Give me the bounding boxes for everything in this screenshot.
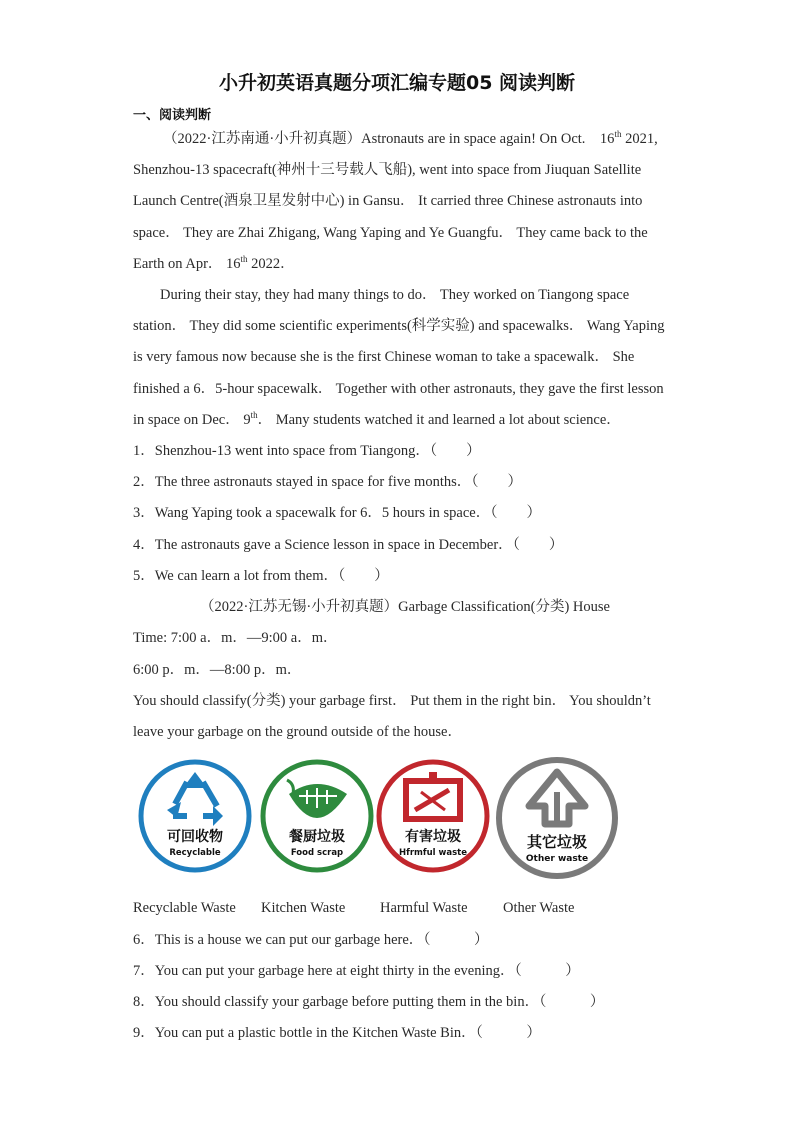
svg-text:Hfrmful waste: Hfrmful waste	[399, 848, 467, 858]
question-item: 4．The astronauts gave a Science lesson in space in December．（ ）	[133, 537, 564, 553]
question-item: 5．We can learn a lot from them．（ ）	[133, 568, 389, 584]
question-item: 7．You can put your garbage here at eight thirty in the evening．（ ）	[133, 963, 580, 979]
passage1-line: Shenzhou-13 spacecraft(神州十三号载人飞船), went into space from Jiuquan Satellite	[133, 162, 642, 178]
svg-text:Recyclable: Recyclable	[169, 848, 221, 858]
caption-recyclable: Recyclable Waste	[133, 900, 236, 916]
caption-kitchen: Kitchen Waste	[261, 900, 346, 916]
question-item: 9．You can put a plastic bottle in the Kitchen Waste Bin．（ ）	[133, 1025, 541, 1041]
passage1-line: Launch Centre(酒泉卫星发射中心) in Gansu． It carried three Chinese astronauts into	[133, 193, 643, 209]
passage1-line: （2022·江苏南通·小升初真题）Astronauts are in space again! On Oct. 16th 2021,	[163, 129, 658, 147]
garbage-bin-icons	[133, 754, 623, 882]
question-item: 1．Shenzhou-13 went into space from Tiangong．（ ）	[133, 443, 481, 459]
passage1-line: space． They are Zhai Zhigang, Wang Yaping and Ye Guangfu． They came back to the	[133, 225, 648, 241]
passage1-line: is very famous now because she is the first Chinese woman to take a spacewalk． She	[133, 349, 635, 365]
svg-text:Other waste: Other waste	[525, 854, 589, 864]
svg-text:可回收物: 可回收物	[167, 829, 223, 845]
time-line: 6:00 p．m．—8:00 p．m．	[133, 662, 302, 678]
svg-text:餐厨垃圾: 餐厨垃圾	[289, 829, 345, 845]
passage1-line: in space on Dec． 9th． Many students watched it and learned a lot about science．	[133, 410, 621, 428]
battery-hazard-icon	[375, 754, 491, 878]
svg-text:其它垃圾: 其它垃圾	[526, 833, 588, 851]
question-item: 6．This is a house we can put our garbage here．（ ）	[133, 932, 489, 948]
page-title: 小升初英语真题分项汇编专题05 阅读判断	[218, 72, 576, 94]
passage2-line: You should classify(分类) your garbage first． Put them in the right bin． You shouldn’t	[133, 693, 651, 709]
passage1-line: finished a 6．5-hour spacewalk． Together with other astronauts, they gave the first lesson	[133, 381, 664, 397]
passage1-line: Earth on Apr． 16th 2022．	[133, 254, 295, 272]
question-item: 3．Wang Yaping took a spacewalk for 6．5 hours in space．（ ）	[133, 505, 541, 521]
time-line: Time: 7:00 a．m．—9:00 a．m．	[133, 630, 338, 646]
caption-other: Other Waste	[503, 900, 575, 916]
arrow-tree-icon	[495, 754, 619, 882]
question-item: 8．You should classify your garbage before putting them in the bin．（ ）	[133, 994, 605, 1010]
svg-text:Food scrap: Food scrap	[290, 848, 344, 858]
section-heading: 一、阅读判断	[133, 108, 212, 123]
recycle-icon	[137, 754, 253, 878]
caption-harmful: Harmful Waste	[380, 900, 468, 916]
passage1-line: station． They did some scientific experiments(科学实验) and spacewalks． Wang Yaping	[133, 318, 665, 334]
passage2-header: （2022·江苏无锡·小升初真题）Garbage Classification(分类) House	[200, 599, 610, 615]
passage1-line: During their stay, they had many things to do． They worked on Tiangong space	[160, 287, 630, 303]
svg-text:有害垃圾: 有害垃圾	[405, 829, 461, 845]
fish-bone-icon	[259, 754, 375, 878]
question-item: 2．The three astronauts stayed in space for five months．（ ）	[133, 474, 522, 490]
passage2-line: leave your garbage on the ground outside of the house．	[133, 724, 462, 740]
